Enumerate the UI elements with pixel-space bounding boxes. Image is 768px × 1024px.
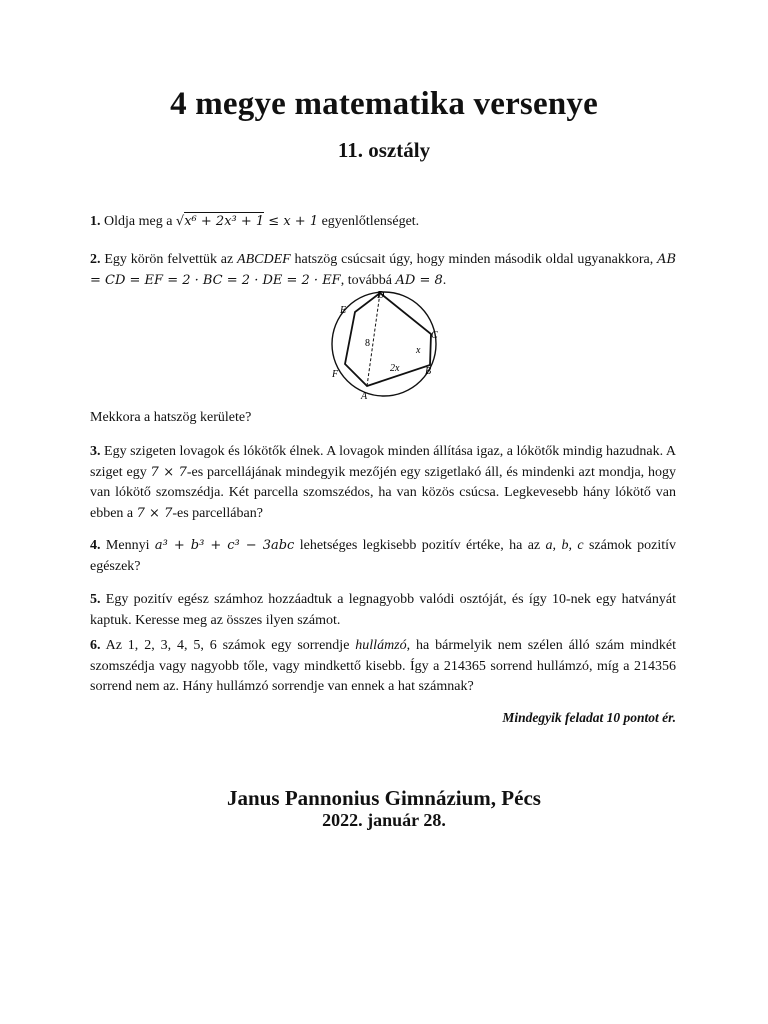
problem-4-text-1: Mennyi [105,538,155,553]
problem-2-equation-1: AB = CD = EF = 2 · BC = 2 · DE = 2 · EF [90,252,677,288]
problem-1-radical-sign: √ [175,214,185,229]
vertex-f-label: F [332,369,339,380]
problem-3-grid-size-1: 7 × 7 [150,464,187,480]
problem-1-number: 1. [90,214,101,229]
problem-4-number: 4. [90,538,101,553]
problem-1 [90,212,676,233]
problem-3-text-2: -es parcellájának mindegyik mezőjén egy szigetlakó áll, és mindenki azt mondja, hogy van lókötő szomszédja. Két parcella szomszédos, ha van közös csúcsa. Legkevesebb hány lókötő van ebben a [90,464,676,521]
problem-3-grid-size-2: 7 × 7 [136,505,173,521]
problem-1-text-after: egyenlőtlenséget. [318,214,420,229]
vertex-b-label: B [425,366,432,377]
problem-2 [90,250,676,291]
problem-6-number: 6. [90,638,101,653]
vertex-d-label: D [377,290,385,301]
vertex-a-label: A [361,391,368,401]
problem-3-text-3: -es parcellában? [172,505,263,521]
problem-5-number: 5. [90,592,101,607]
page-title: 4 megye matematika versenye [170,86,598,122]
problem-4-expression: a³ + b³ + c³ − 3abc [154,538,295,553]
problem-2-question: Mekkora a hatszög kerülete? [90,410,252,425]
problem-6 [90,636,676,698]
competition-date: 2022. január 28. [322,810,446,830]
problem-6-text-1: Az 1, 2, 3, 4, 5, 6 számok egy sorrendje [105,638,356,653]
long-side-label: 2x [390,363,400,374]
problem-2-text-4: . [442,272,447,288]
problem-4 [90,536,676,577]
problem-2-text-3: , továbbá [340,272,396,288]
problem-3-number: 3. [90,444,101,459]
problem-4-variables: a, b, c [545,538,584,553]
problem-2-text-1: Egy körön felvettük az [104,252,238,267]
problem-2-hexagon-name: ABCDEF [237,252,291,267]
diagonal-length-label: 8 [365,338,370,349]
problem-4-text-3: számok pozitív egészek? [90,538,677,574]
problem-6-text-2: , ha bármelyik nem szélen álló szám mindkét szomszédja vagy nagyobb tőle, vagy mindkettő kisebb. Így a 214365 sorrend hullámzó, míg a 214356 sorrend nem az. Hány hullámzó sorrendje van ennek a hat számnak? [90,638,676,694]
vertex-c-label: C [431,330,438,341]
problem-1-rhs: ≤ x + 1 [264,214,319,229]
problem-5 [90,590,676,631]
problem-3-text-1: Egy szigeten lovagok és lókötők élnek. A lovagok minden állítása igaz, a lókötők mindig hazudnak. A sziget egy [90,444,676,480]
problem-2-equation-2: AD = 8 [395,272,443,288]
vertex-e-label: E [340,305,347,316]
hexagon-polygon [345,293,431,386]
grade-subtitle: 11. osztály [337,138,431,162]
points-note: Mindegyik feladat 10 pontot ér. [502,710,676,725]
school-name: Janus Pannonius Gimnázium, Pécs [227,786,541,810]
short-side-label: x [416,345,421,356]
problem-1-radicand: x⁶ + 2x³ + 1 [184,214,265,229]
problem-2-number: 2. [90,252,101,267]
problem-1-text-before: Oldja meg a [104,214,176,229]
problem-2-text-2: hatszög csúcsait úgy, hogy minden második oldal ugyanakkora, [290,252,658,267]
problem-4-text-2: lehetséges legkisebb pozitív értéke, ha az [294,538,546,553]
problem-3 [90,442,676,524]
problem-6-term: hullámzó [355,638,407,653]
hexagon-figure [318,289,448,401]
problem-5-text: Egy pozitív egész számhoz hozzáadtuk a legnagyobb valódi osztóját, és így 10-nek egy hatványát kaptuk. Keresse meg az összes ilyen számot. [90,592,676,628]
